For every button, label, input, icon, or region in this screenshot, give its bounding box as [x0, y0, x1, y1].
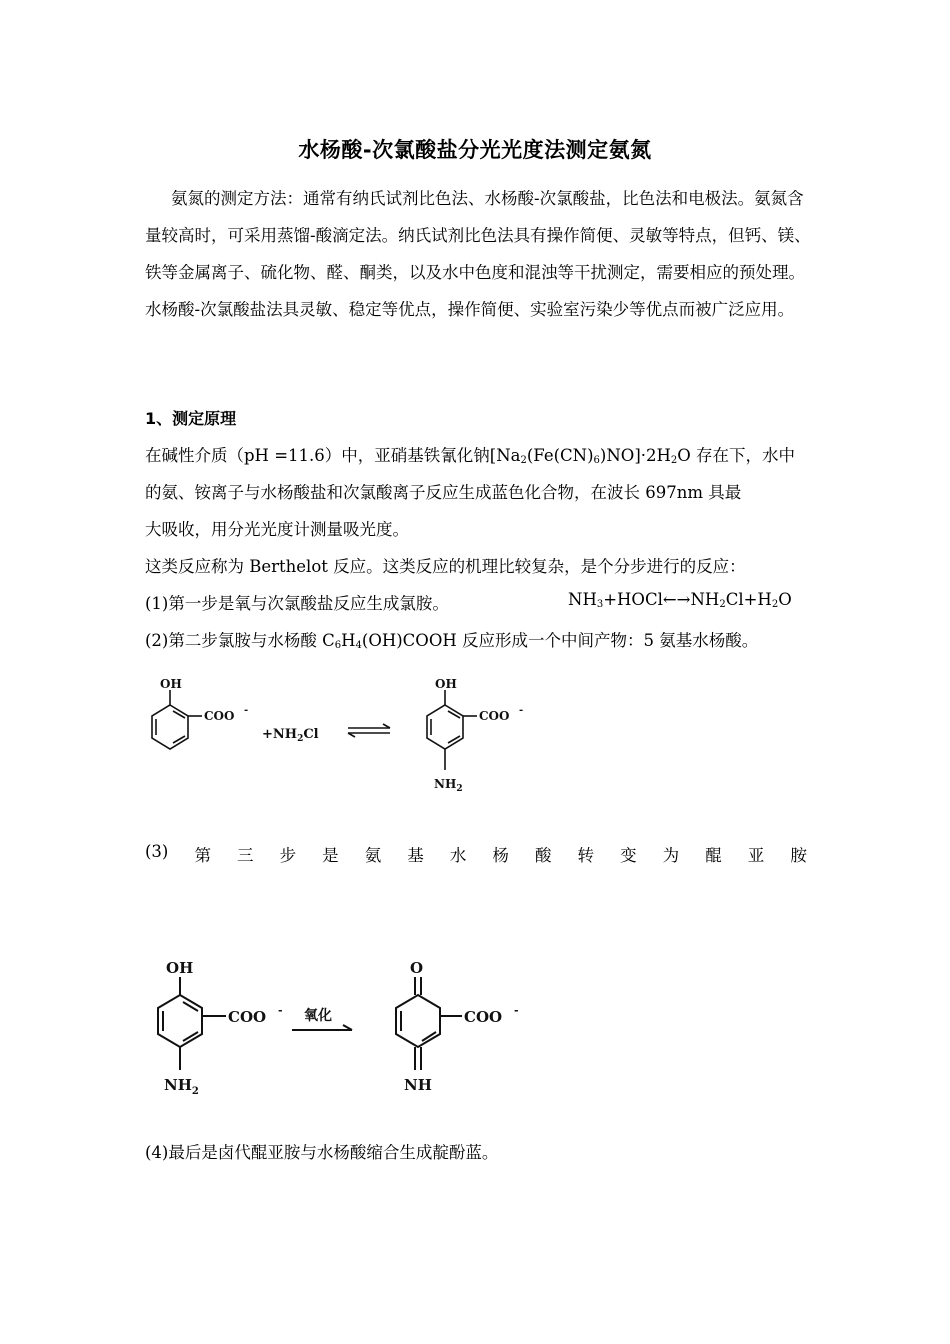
oh-label-2: OH — [435, 677, 457, 691]
oxidation-label: 氧化 — [304, 1008, 332, 1024]
coo-label-3: COO — [228, 1008, 267, 1026]
reaction-1-diagram — [140, 672, 540, 802]
svg-text:-: - — [278, 1004, 283, 1017]
step-3: (3) 第 三 步 是 氨 基 水 杨 酸 转 变 为 醌 亚 胺 — [145, 842, 807, 865]
reaction-2-diagram — [140, 952, 540, 1102]
section-heading: 1、测定原理 — [145, 409, 237, 428]
step-1: (1)第一步是氧与次氯酸盐反应生成氯胺。 — [145, 594, 449, 613]
nh-label: NH — [404, 1076, 432, 1094]
nh2-label-2: $NH_2$ — [164, 1076, 199, 1097]
step-1-equation: $NH_3+HOCl\leftarrow\to NH_2Cl+H_2O$ — [568, 590, 792, 610]
coo-label-2: COO — [479, 709, 510, 723]
principle-line-1: 在碱性介质（pH =11.6）中，亚硝基铁氰化钠$[Na_2(Fe(CN)_6)NO]\cdot 2H_2O$ 存在下，水中 — [145, 446, 796, 466]
svg-text:-: - — [514, 1004, 519, 1017]
oh-label-3: OH — [166, 959, 194, 977]
svg-text:-: - — [244, 705, 249, 716]
nh2-label: $NH_2$ — [434, 777, 463, 794]
principle-line-3: 大吸收，用分光光度计测量吸光度。 — [145, 520, 409, 539]
berthelot-line: 这类反应称为 Berthelot 反应。这类反应的机理比较复杂，是个分步进行的反应： — [145, 557, 746, 576]
page-title: 水杨酸-次氯酸盐分光光度法测定氨氮 — [298, 138, 652, 162]
step-2: (2)第二步氯胺与水杨酸 $C_6H_4(OH)COOH$ 反应形成一个中间产物：5 氨基水杨酸。 — [145, 631, 759, 651]
oh-label: OH — [160, 677, 182, 691]
svg-text:-: - — [519, 705, 524, 716]
intro-paragraph: 氨氮的测定方法：通常有纳氏试剂比色法、水杨酸-次氯酸盐，比色法和电极法。氨氮含量较高时，可采用蒸馏-酸滴定法。纳氏试剂比色法具有操作简便、灵敏等特点，但钙、镁、铁等金属离子、硫化物、醛、酮类，以及水中色度和混浊等干扰测定，需要相应的预处理。水杨酸-次氯酸盐法具灵敏、稳定等优点，操作简便、实验室污染少等优点而被广泛应用。 — [145, 189, 811, 319]
reagent-label: $+NH_2Cl$ — [262, 727, 319, 744]
coo-label-4: COO — [464, 1008, 503, 1026]
o-label: O — [410, 959, 424, 977]
step-4: (4)最后是卤代醌亚胺与水杨酸缩合生成靛酚蓝。 — [145, 1143, 499, 1162]
principle-line-2: 的氨、铵离子与水杨酸盐和次氯酸离子反应生成蓝色化合物，在波长 697nm 具最 — [145, 483, 742, 502]
coo-label: COO — [204, 709, 235, 723]
